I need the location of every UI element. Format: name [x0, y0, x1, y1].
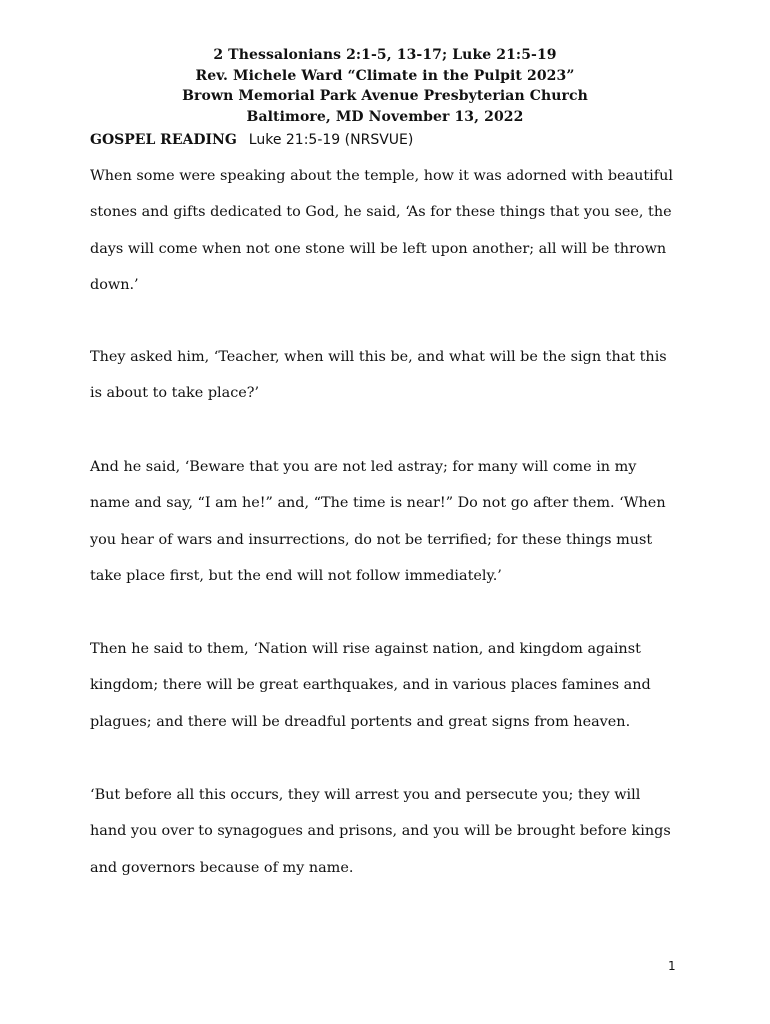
paragraph-line: is about to take place?’ [90, 385, 260, 402]
paragraph-line: kingdom; there will be great earthquakes, and in various places famines and [90, 677, 651, 694]
paragraph-line: name and say, “I am he!” and, “The time is near!” Do not go after them. ‘When [90, 495, 666, 512]
church-name: Brown Memorial Park Avenue Presbyterian Church [182, 88, 588, 104]
page-number: 1 [668, 959, 676, 973]
paragraph-line: days will come when not one stone will be left upon another; all will be thrown [90, 240, 667, 257]
reading-paragraph-3 [90, 449, 690, 594]
paragraph-line: Then he said to them, ‘Nation will rise against nation, and kingdom against [90, 641, 641, 657]
paragraph-line: plagues; and there will be dreadful portents and great signs from heaven. [90, 713, 631, 730]
reading-paragraph-2 [90, 339, 690, 412]
paragraph-line: stones and gifts dedicated to God, he said, ‘As for these things that you see, the [90, 204, 672, 221]
reading-paragraph-1 [90, 158, 690, 303]
paragraph-line: They asked him, ‘Teacher, when will this be, and what will be the sign that this [90, 349, 667, 365]
gospel-reading-label: GOSPEL READING [90, 132, 237, 148]
paragraph-line: and governors because of my name. [90, 859, 354, 876]
paragraph-line: down.’ [90, 276, 139, 293]
location-date: Baltimore, MD November 13, 2022 [246, 108, 524, 125]
reading-paragraph-5 [90, 777, 690, 886]
sermon-byline: Rev. Michele Ward “Climate in the Pulpit 2023” [195, 67, 575, 84]
gospel-reading-reference: Luke 21:5-19 (NRSVUE) [248, 132, 414, 148]
paragraph-line: ‘But before all this occurs, they will arrest you and persecute you; they will [90, 787, 641, 803]
document-header [0, 45, 770, 127]
reading-paragraph-4 [90, 631, 690, 740]
paragraph-line: When some were speaking about the temple, how it was adorned with beautiful [90, 168, 673, 184]
paragraph-line: hand you over to synagogues and prisons, and you will be brought before kings [90, 823, 671, 840]
paragraph-line: take place first, but the end will not follow immediately.’ [90, 567, 502, 584]
paragraph-line: you hear of wars and insurrections, do not be terrified; for these things must [90, 531, 653, 548]
scripture-references: 2 Thessalonians 2:1-5, 13-17; Luke 21:5-19 [213, 47, 557, 63]
gospel-reading-heading [90, 130, 413, 150]
paragraph-line: And he said, ‘Beware that you are not led astray; for many will come in my [90, 459, 637, 475]
